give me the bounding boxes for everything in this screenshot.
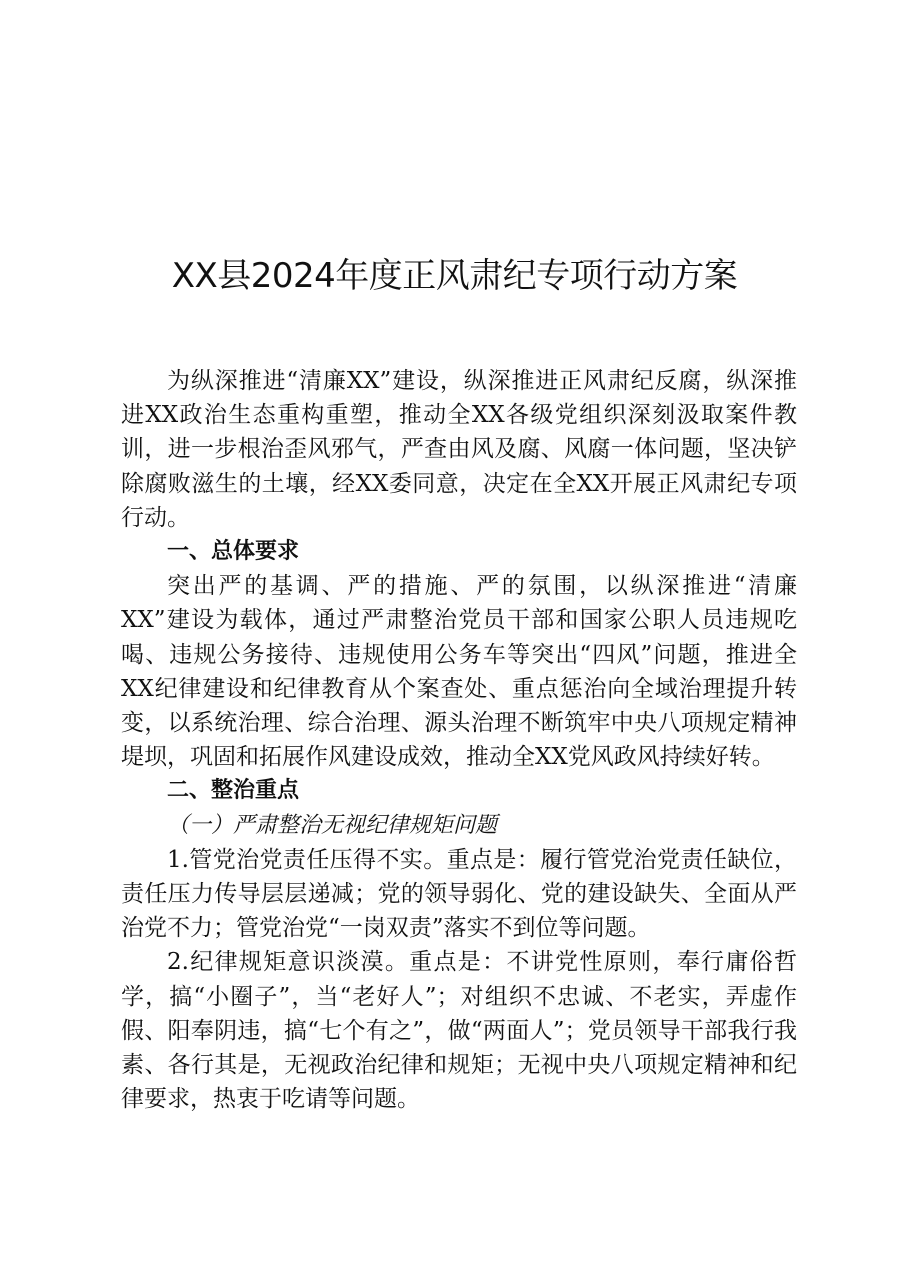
subsection-heading-1: （一）严肃整治无视纪律规矩问题: [167, 812, 498, 838]
document-title: XX县2024年度正风肃纪专项行动方案: [171, 256, 738, 296]
section-heading-focus: 二、整治重点: [167, 778, 300, 804]
overall-paragraph: 突出严的基调、严的措施、严的氛围，以纵深推进“清廉XX”建设为载体，通过严肃整治党员干部和国家公职人员违规吃喝、违规公务接待、违规使用公务车等突出“四风”问题，推进全XX纪律建设和纪律教育从个案查处、重点惩治向全域治理提升转变，以系统治理、综合治理、源头治理不断筑牢中央八项规定精神堤坝，巩固和拓展作风建设成效，推动全XX党风政风持续好转。: [121, 573, 797, 771]
section-heading-overall: 一、总体要求: [167, 539, 300, 565]
document-body: [121, 364, 797, 1116]
item-paragraph-1: 1.管党治党责任压得不实。重点是：履行管党治党责任缺位，责任压力传导层层递减；党的领导弱化、党的建设缺失、全面从严治党不力；管党治党“一岗双责”落实不到位等问题。: [121, 846, 797, 942]
intro-paragraph: 为纵深推进“清廉XX”建设，纵深推进正风肃纪反腐，纵深推进XX政治生态重构重塑，推动全XX各级党组织深刻汲取案件教训，进一步根治歪风邪气，严查由风及腐、风腐一体问题，坚决铲除腐败滋生的土壤，经XX委同意，决定在全XX开展正风肃纪专项行动。: [121, 368, 797, 531]
item-paragraph-2: 2.纪律规矩意识淡漠。重点是：不讲党性原则，奉行庸俗哲学，搞“小圈子”，当“老好人”；对组织不忠诚、不老实，弄虚作假、阳奉阴违，搞“七个有之”，做“两面人”；党员领导干部我行我素、各行其是，无视政治纪律和规矩；无视中央八项规定精神和纪律要求，热衷于吃请等问题。: [121, 949, 797, 1113]
